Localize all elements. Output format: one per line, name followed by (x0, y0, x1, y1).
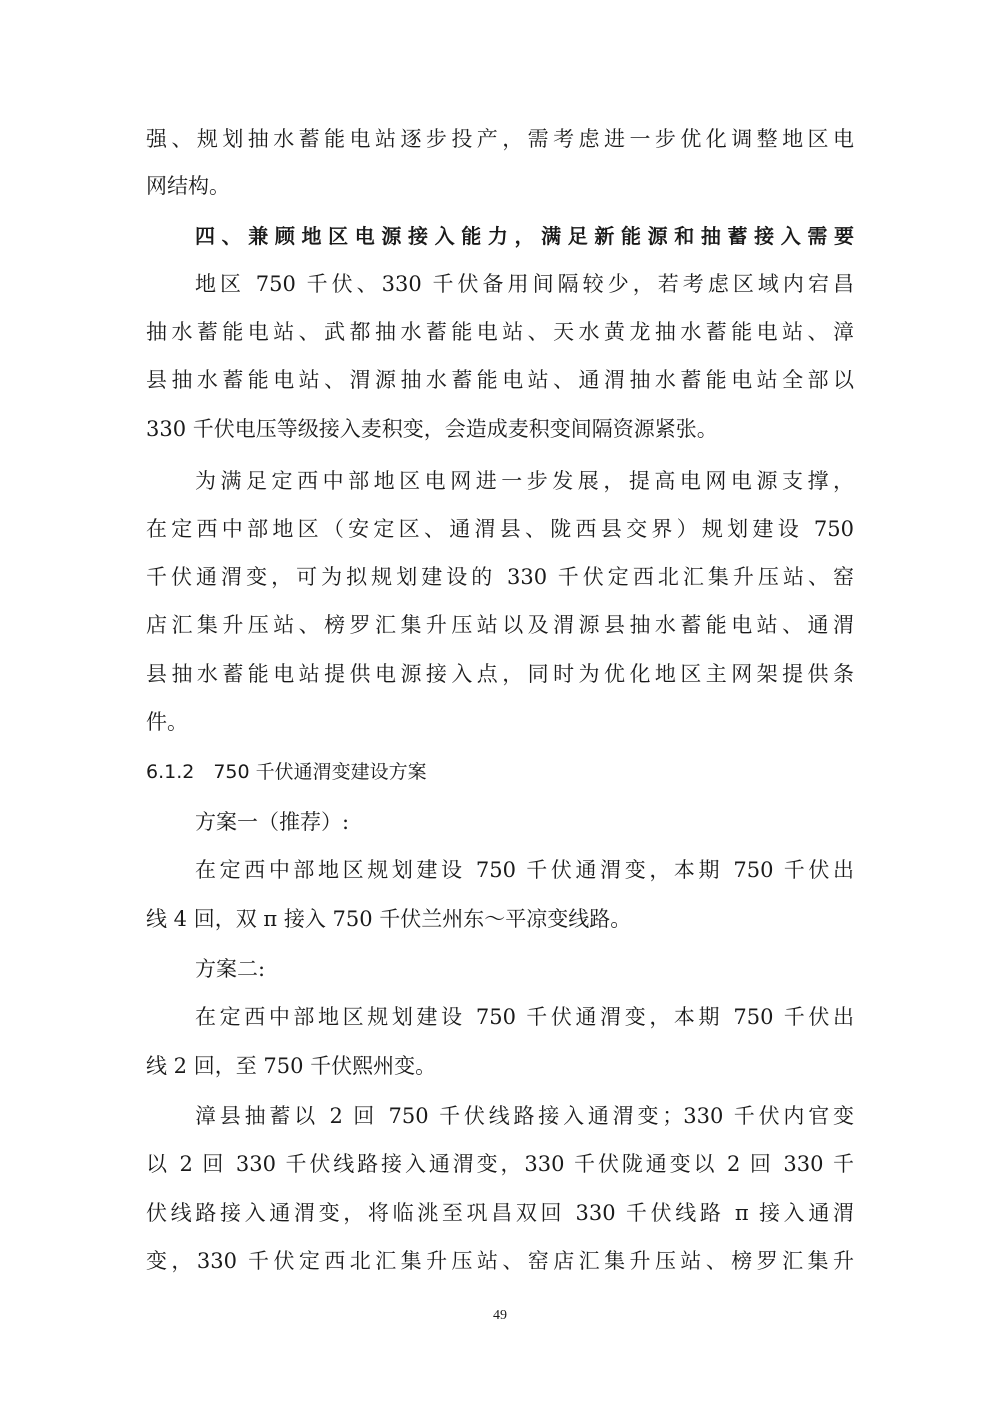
paragraph-line: 在定西中部地区规划建设 750 千伏通渭变，本期 750 千伏出 (195, 858, 854, 882)
paragraph-line: 件。 (146, 710, 188, 734)
page-number: 49 (493, 1308, 507, 1323)
paragraph-line: 千伏通渭变，可为拟规划建设的 330 千伏定西北汇集升压站、窑 (146, 565, 854, 589)
paragraph-line: 在定西中部地区（安定区、通渭县、陇西县交界）规划建设 750 (146, 517, 854, 541)
subsection-title: 6.1.2 750 千伏通渭变建设方案 (146, 761, 427, 783)
paragraph-line: 漳县抽蓄以 2 回 750 千伏线路接入通渭变；330 千伏内官变 (195, 1104, 854, 1128)
paragraph-line: 网结构。 (146, 174, 230, 198)
paragraph-line: 变，330 千伏定西北汇集升压站、窑店汇集升压站、榜罗汇集升 (146, 1249, 854, 1273)
paragraph-line: 线 4 回，双 π 接入 750 千伏兰州东～平凉变线路。 (146, 907, 632, 931)
paragraph-line: 地区 750 千伏、330 千伏备用间隔较少，若考虑区域内宕昌 (195, 272, 854, 296)
paragraph-line: 县抽水蓄能电站、渭源抽水蓄能电站、通渭抽水蓄能电站全部以 (146, 368, 854, 392)
paragraph-line: 为满足定西中部地区电网进一步发展，提高电网电源支撑， (195, 469, 854, 493)
paragraph-line: 在定西中部地区规划建设 750 千伏通渭变，本期 750 千伏出 (195, 1005, 854, 1029)
paragraph-line: 县抽水蓄能电站提供电源接入点，同时为优化地区主网架提供条 (146, 662, 854, 686)
section-heading: 四、兼顾地区电源接入能力，满足新能源和抽蓄接入需要 (195, 224, 854, 248)
paragraph-line: 线 2 回，至 750 千伏熙州变。 (146, 1054, 437, 1078)
paragraph-line: 330 千伏电压等级接入麦积变，会造成麦积变间隔资源紧张。 (146, 417, 718, 441)
paragraph-line: 伏线路接入通渭变，将临洮至巩昌双回 330 千伏线路 π 接入通渭 (146, 1201, 854, 1225)
paragraph-line: 以 2 回 330 千伏线路接入通渭变，330 千伏陇通变以 2 回 330 千 (146, 1152, 854, 1176)
paragraph-line: 抽水蓄能电站、武都抽水蓄能电站、天水黄龙抽水蓄能电站、漳 (146, 320, 854, 344)
paragraph-line: 店汇集升压站、榜罗汇集升压站以及渭源县抽水蓄能电站、通渭 (146, 613, 854, 637)
plan-label: 方案二: (195, 957, 266, 981)
plan-label: 方案一（推荐）: (195, 810, 350, 834)
paragraph-line: 强、规划抽水蓄能电站逐步投产，需考虑进一步优化调整地区电 (146, 127, 854, 151)
